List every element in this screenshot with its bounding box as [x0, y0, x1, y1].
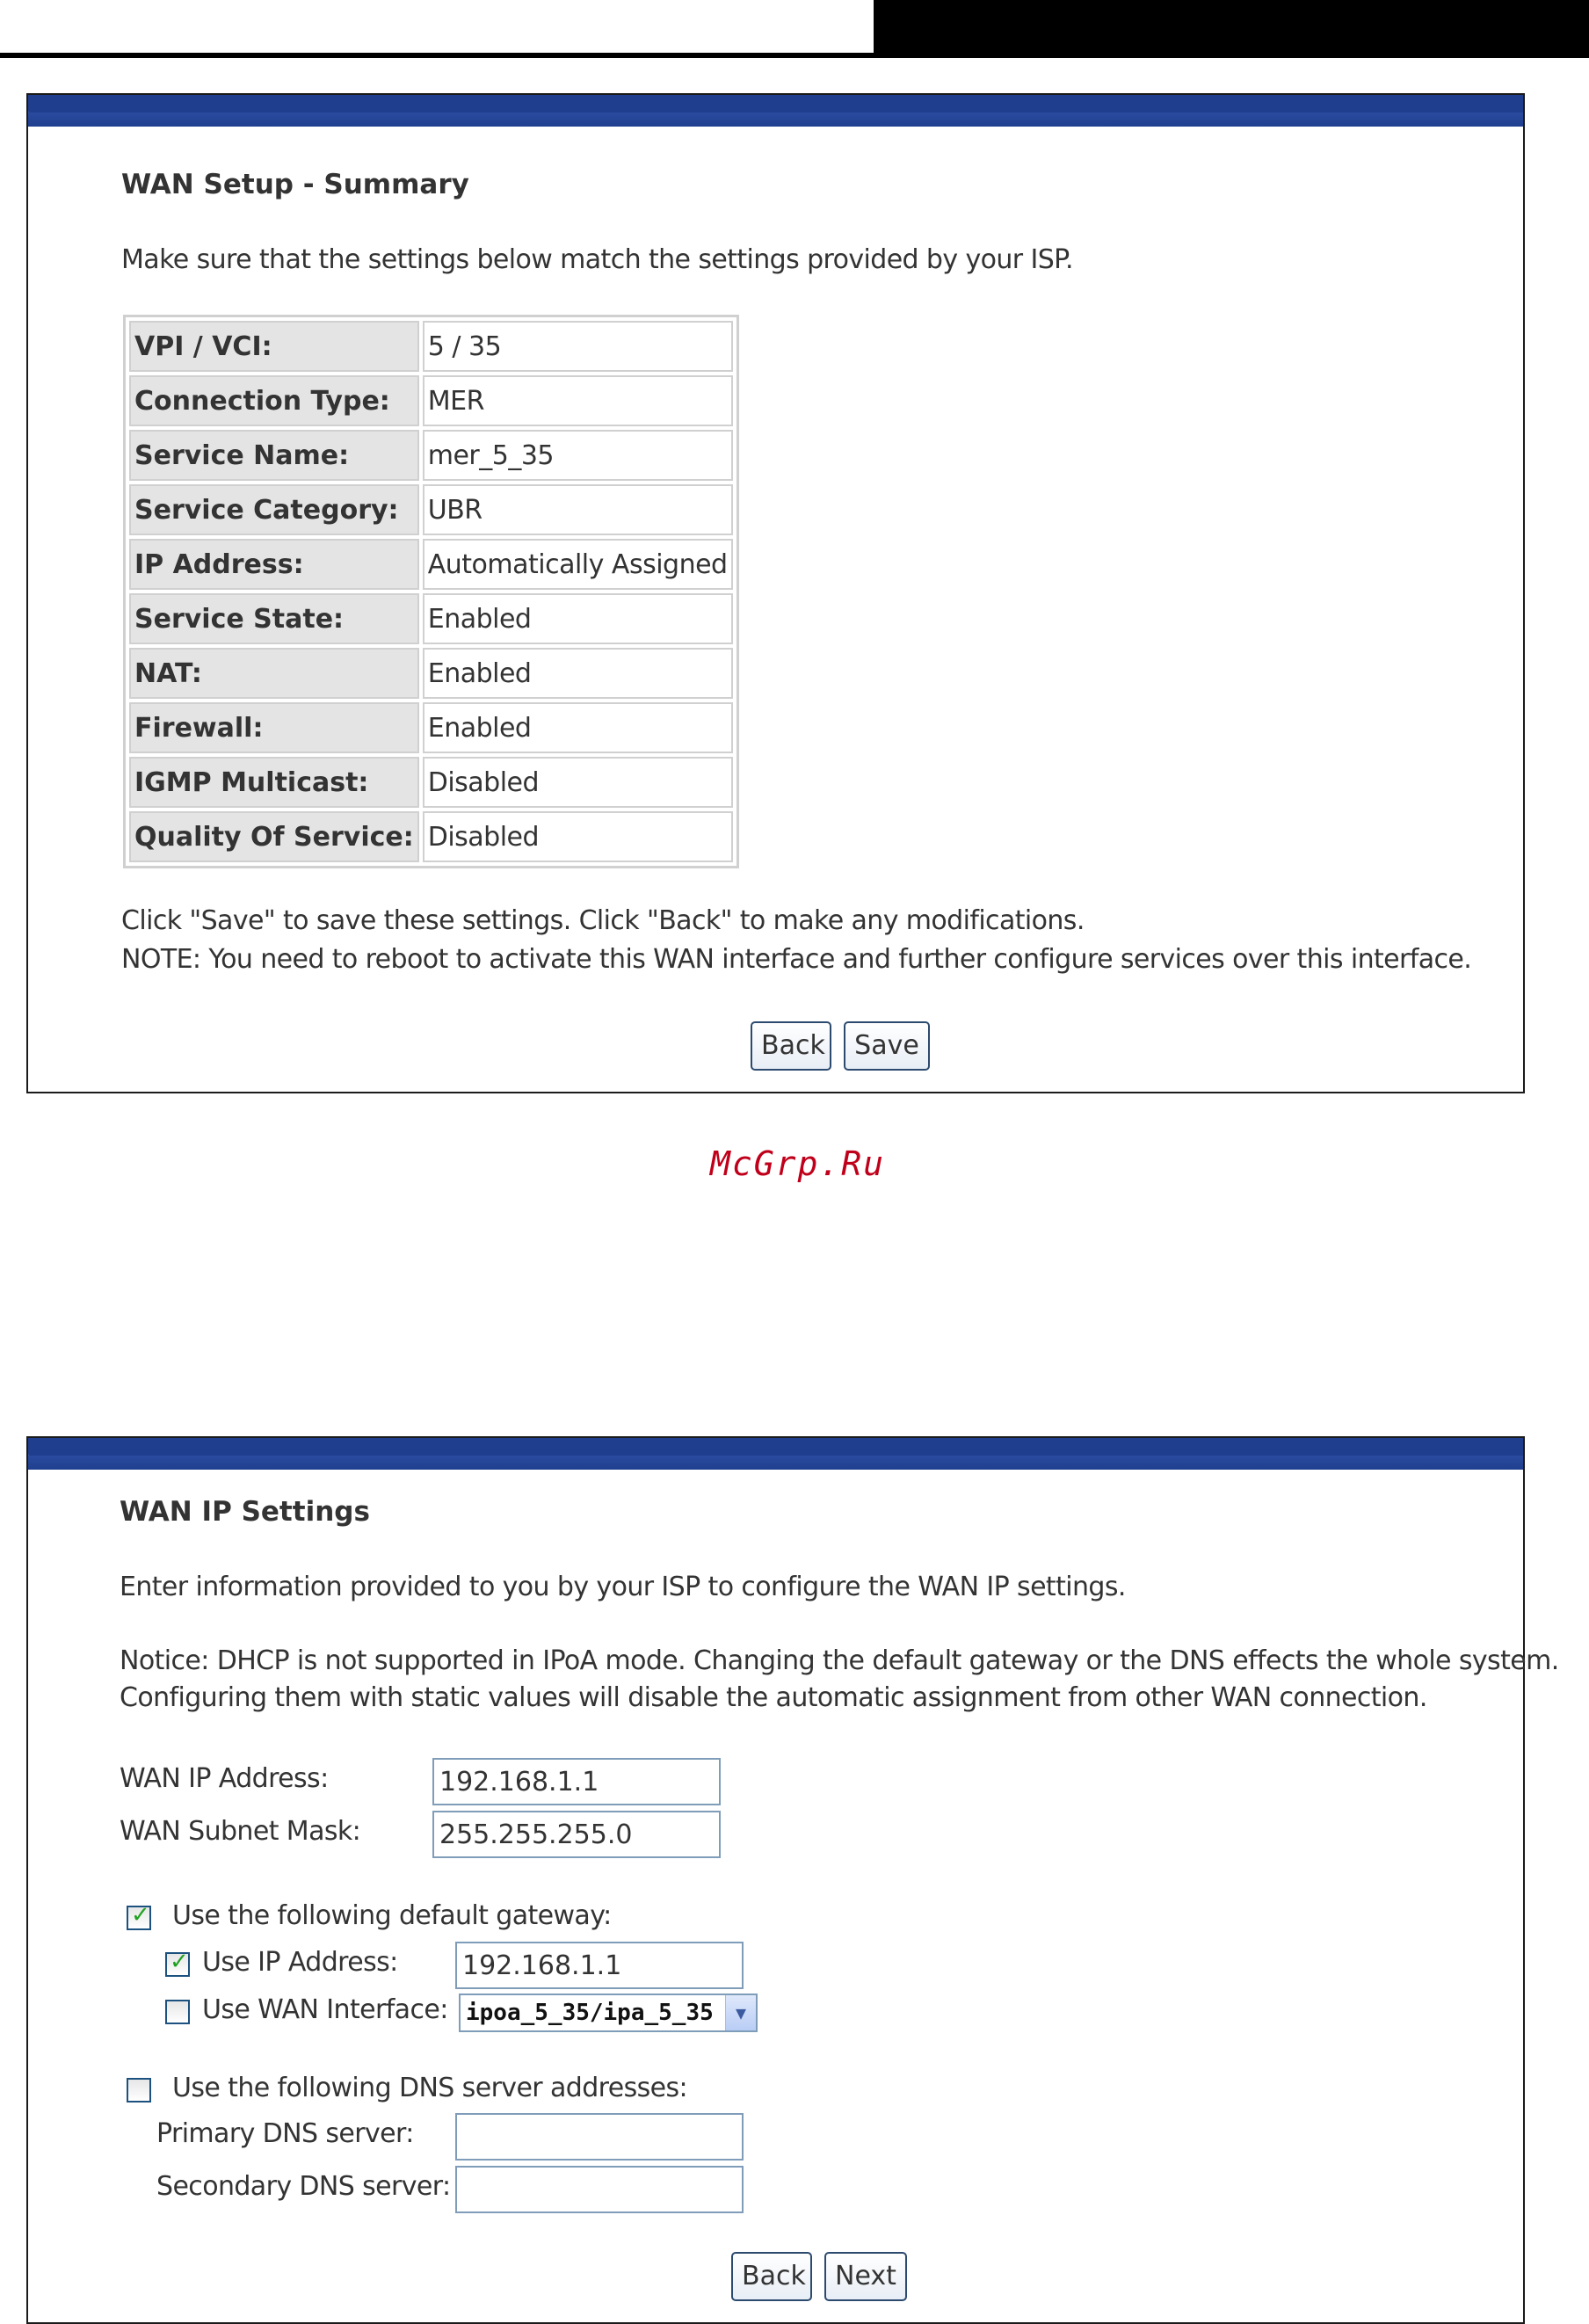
wan-mask-field[interactable] [432, 1811, 721, 1858]
summary-table [123, 315, 739, 868]
dns-label: Use the following DNS server addresses: [172, 2073, 688, 2103]
wanip-intro: Enter information provided to you by your ISP to configure the WAN IP settings. [120, 1572, 1126, 1602]
table-row [129, 430, 733, 481]
primary-dns-label: Primary DNS server: [156, 2118, 414, 2149]
row-value: UBR [423, 484, 733, 535]
row-label: Service Category: [129, 484, 419, 535]
use-ip-label: Use IP Address: [202, 1947, 398, 1978]
secondary-dns-field[interactable] [455, 2166, 744, 2213]
row-value: MER [423, 375, 733, 426]
use-wan-label: Use WAN Interface: [202, 1994, 448, 2025]
panel-header-bar [28, 1438, 1523, 1470]
save-instruction: Click "Save" to save these settings. Click "Back" to make any modifications. [121, 905, 1085, 936]
notice-line-1: Notice: DHCP is not supported in IPoA mode. Changing the default gateway or the DNS effects the whole system. [120, 1645, 1559, 1676]
row-label: NAT: [129, 648, 419, 699]
table-row [129, 593, 733, 644]
table-row [129, 321, 733, 372]
row-value: Enabled [423, 593, 733, 644]
gateway-ip-field[interactable] [455, 1942, 744, 1989]
table-row [129, 811, 733, 862]
table-row [129, 375, 733, 426]
row-label: IP Address: [129, 539, 419, 590]
row-label: Connection Type: [129, 375, 419, 426]
header-black-box [874, 0, 1589, 56]
use-wan-checkbox[interactable] [165, 2000, 190, 2024]
next-button[interactable]: Next [824, 2252, 907, 2301]
check-icon: ✓ [131, 1902, 150, 1928]
row-value: 5 / 35 [423, 321, 733, 372]
wan-summary-panel [26, 93, 1525, 1093]
row-label: VPI / VCI: [129, 321, 419, 372]
panel-header-bar [28, 95, 1523, 127]
row-label: Firewall: [129, 702, 419, 753]
summary-intro: Make sure that the settings below match the settings provided by your ISP. [121, 244, 1073, 275]
notice-line-2: Configuring them with static values will disable the automatic assignment from other WAN connection. [120, 1682, 1427, 1713]
wan-ip-field[interactable] [432, 1758, 721, 1805]
save-button[interactable]: Save [844, 1021, 930, 1071]
selected-interface: ipoa_5_35/ipa_5_35 [466, 2000, 714, 2026]
gateway-label: Use the following default gateway: [172, 1900, 612, 1931]
back-button[interactable]: Back [751, 1021, 831, 1071]
row-value: Enabled [423, 702, 733, 753]
check-icon: ✓ [170, 1949, 189, 1975]
use-ip-checkbox[interactable] [165, 1949, 190, 1977]
dns-checkbox[interactable] [127, 2078, 151, 2102]
reboot-note: NOTE: You need to reboot to activate this WAN interface and further configure services over this interface. [121, 944, 1472, 975]
row-value: Disabled [423, 757, 733, 808]
secondary-dns-label: Secondary DNS server: [156, 2171, 451, 2202]
row-value: Enabled [423, 648, 733, 699]
row-label: Service State: [129, 593, 419, 644]
watermark: McGrp.Ru [710, 1144, 886, 1183]
table-row [129, 702, 733, 753]
row-label: Quality Of Service: [129, 811, 419, 862]
row-value: Disabled [423, 811, 733, 862]
back-button[interactable]: Back [731, 2252, 812, 2301]
row-label: Service Name: [129, 430, 419, 481]
row-label: IGMP Multicast: [129, 757, 419, 808]
wan-mask-label: WAN Subnet Mask: [120, 1816, 361, 1847]
wan-ip-label: WAN IP Address: [120, 1763, 329, 1794]
header-rule [0, 53, 1589, 58]
table-row [129, 539, 733, 590]
wan-ip-panel [26, 1436, 1559, 2324]
table-row [129, 757, 733, 808]
row-value: mer_5_35 [423, 430, 733, 481]
table-row [129, 484, 733, 535]
page-title: WAN Setup - Summary [121, 169, 469, 200]
page-title: WAN IP Settings [120, 1496, 370, 1528]
chevron-down-icon[interactable]: ▼ [725, 1995, 756, 2030]
wan-interface-select[interactable] [459, 1994, 758, 2032]
gateway-checkbox[interactable] [127, 1902, 151, 1930]
table-row [129, 648, 733, 699]
row-value: Automatically Assigned [423, 539, 733, 590]
primary-dns-field[interactable] [455, 2113, 744, 2161]
